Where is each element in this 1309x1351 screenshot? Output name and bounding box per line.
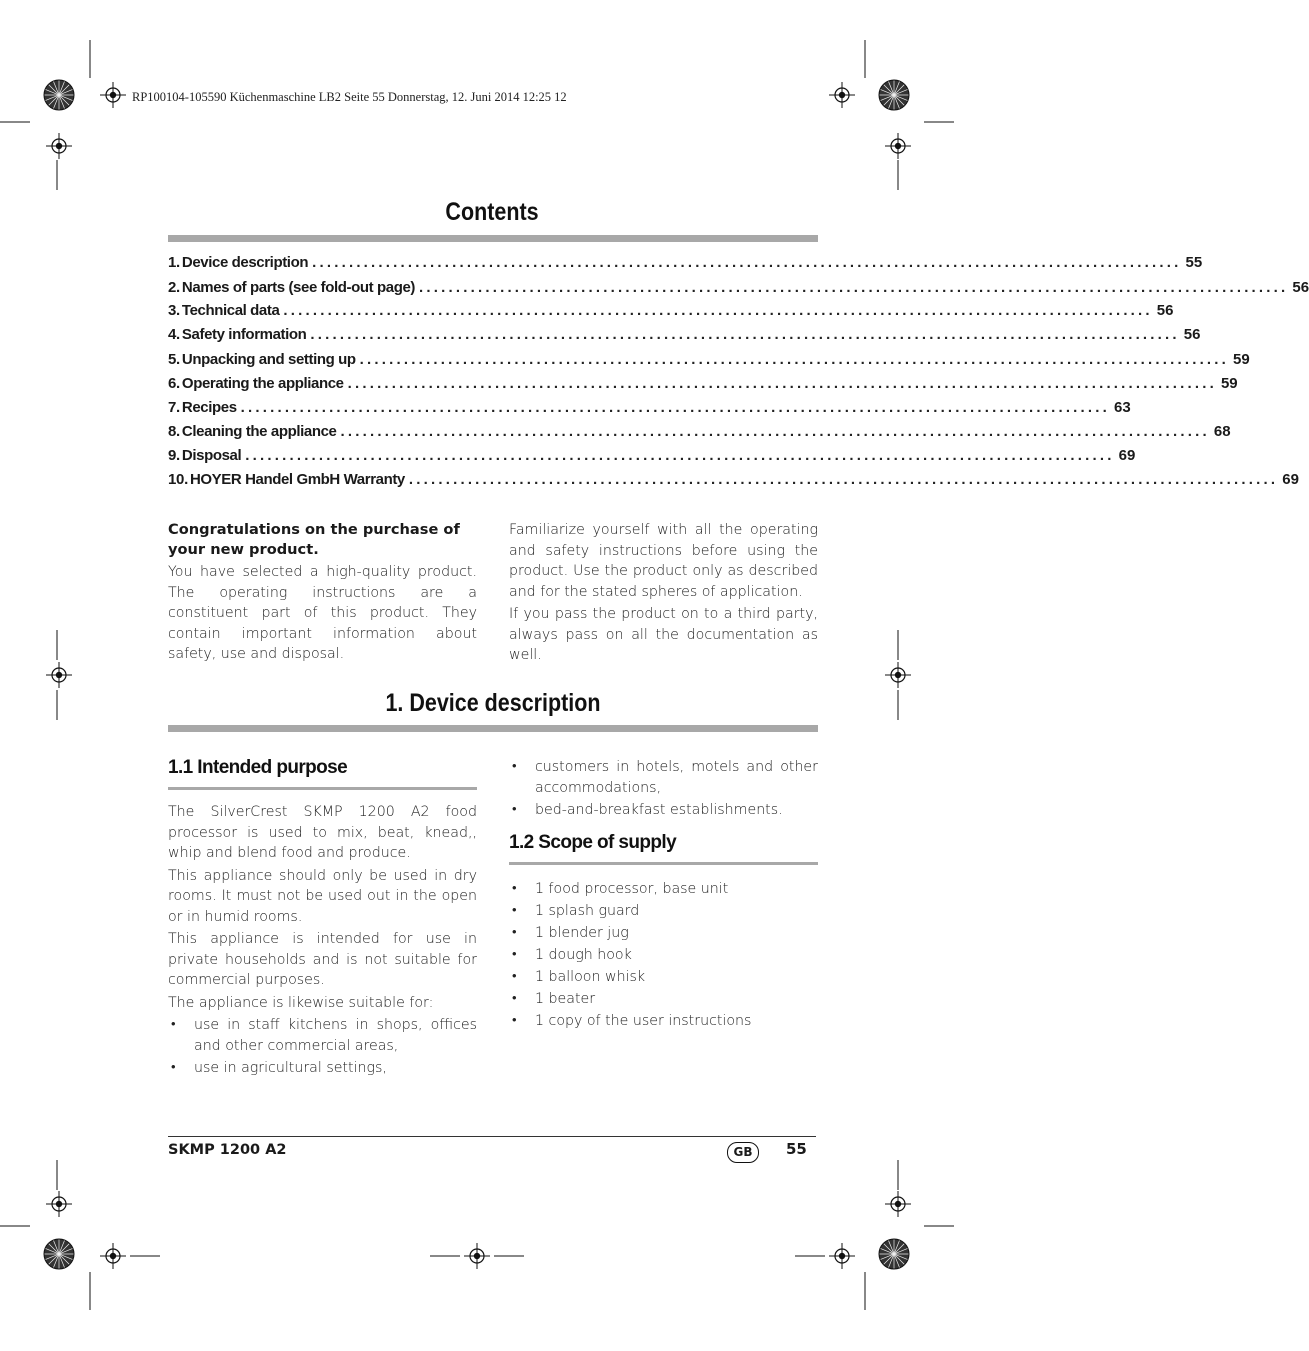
list-item: • 1 copy of the user instructions xyxy=(509,1010,818,1032)
usage-list-continued xyxy=(509,757,818,821)
paragraph: This appliance is intended for use in private households and is not suitable for commercial purposes. xyxy=(168,931,477,988)
contents-title: Contents xyxy=(445,198,539,226)
list-item: • 1 balloon whisk xyxy=(509,966,818,988)
toc-entry[interactable]: 7. Recipes ...................................................................................................................... 63 xyxy=(168,399,1131,416)
page-number: 55 xyxy=(786,1140,807,1158)
footer-rule xyxy=(168,1136,816,1137)
list-item: • 1 dough hook xyxy=(509,944,818,966)
intro-text: You have selected a high-quality product. The operating instructions are a constituent part of this product. They contain important information about safety, use and disposal. xyxy=(168,564,477,662)
intro-heading: Congratulations on the purchase of your new product. xyxy=(168,521,460,558)
toc-entry[interactable]: 4. Safety information ...................................................................................................................... 56 xyxy=(168,326,1201,343)
toc-entry[interactable]: 3. Technical data ...................................................................................................................... 56 xyxy=(168,302,1174,319)
paragraph: The SilverCrest SKMP 1200 A2 food processor is used to mix, beat, knead,, whip and blend food and produce. xyxy=(168,804,477,861)
intended-purpose-text xyxy=(168,802,477,1079)
toc-entry[interactable]: 6. Operating the appliance ...................................................................................................................... 59 xyxy=(168,375,1238,392)
list-item: • 1 blender jug xyxy=(509,922,818,944)
toc-entry[interactable]: 9. Disposal ...................................................................................................................... 69 xyxy=(168,447,1136,464)
intro-right-column xyxy=(509,520,818,668)
list-item: • customers in hotels, motels and other accommodations, xyxy=(509,757,818,798)
usage-list xyxy=(168,1015,477,1079)
supply-list xyxy=(509,878,818,1032)
list-item: • 1 beater xyxy=(509,988,818,1010)
list-item: • 1 splash guard xyxy=(509,900,818,922)
subsection-heading-scope-of-supply: 1.2 Scope of supply xyxy=(509,832,677,853)
toc-entry[interactable]: 2. Names of parts (see fold-out page) ...................................................................................................................... 56 xyxy=(168,279,1309,296)
list-item: • 1 food processor, base unit xyxy=(509,878,818,900)
footer-model: SKMP 1200 A2 xyxy=(168,1142,287,1158)
paragraph: The appliance is likewise suitable for: xyxy=(168,994,434,1011)
paragraph: This appliance should only be used in dry rooms. It must not be used out in the open or in humid rooms. xyxy=(168,867,477,925)
section-title: 1. Device description xyxy=(385,689,601,717)
subsection-rule xyxy=(509,862,818,865)
section-rule xyxy=(168,725,818,732)
intro-paragraph: If you pass the product on to a third party, always pass on all the documentation as well. xyxy=(509,606,818,663)
subsection-rule xyxy=(168,787,477,790)
toc-entry[interactable]: 5. Unpacking and setting up ...................................................................................................................... 59 xyxy=(168,351,1250,368)
intro-left-column xyxy=(168,520,477,665)
list-item: • bed-and-breakfast establishments. xyxy=(509,800,818,821)
subsection-heading-intended-purpose: 1.1 Intended purpose xyxy=(168,757,348,778)
toc-entry[interactable]: 10. HOYER Handel GmbH Warranty ...................................................................................................................... 69 xyxy=(168,471,1299,488)
list-item: • use in staff kitchens in shops, offices and other commercial areas, xyxy=(168,1015,477,1056)
list-item: • use in agricultural settings, xyxy=(168,1058,477,1079)
print-header: RP100104-105590 Küchenmaschine LB2 Seite 55 Donnerstag, 12. Juni 2014 12:25 12 xyxy=(132,90,567,104)
scope-of-supply-text xyxy=(509,878,818,1032)
intro-paragraph: Familiarize yourself with all the operating and safety instructions before using the product. Use the product only as described and for the stated spheres of application. xyxy=(509,522,818,600)
toc-entry[interactable]: 1. Device description ...................................................................................................................... 55 xyxy=(168,254,1203,271)
country-badge: GB xyxy=(727,1142,759,1163)
toc-entry[interactable]: 8. Cleaning the appliance ...................................................................................................................... 68 xyxy=(168,423,1231,440)
contents-rule xyxy=(168,235,818,242)
